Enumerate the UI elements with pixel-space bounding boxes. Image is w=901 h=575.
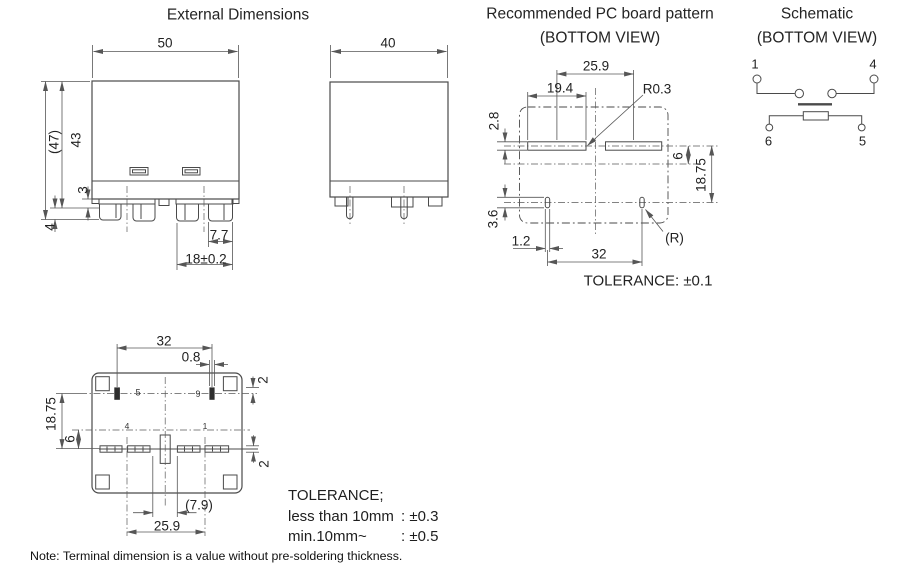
contact-right: [828, 89, 836, 97]
dim-bottom-blade-thickness: 2: [255, 459, 271, 468]
bottom-pin6-label: 6: [194, 388, 201, 398]
dim-front-terminal-a: 7.7: [209, 227, 229, 243]
dim-bottom-blade-pitch: 25.9: [153, 518, 181, 534]
schematic-drawing: [753, 75, 878, 131]
coil-pin-left: [114, 387, 120, 399]
schematic-pin4-label: 4: [869, 56, 877, 72]
dim-pcb-row-pitch: 18.75: [693, 157, 709, 192]
dim-pcb-hole-length: 3.6: [484, 209, 500, 229]
pcb-pattern-title: Recommended PC board pattern: [486, 5, 714, 23]
dim-pcb-hole-radius-ref: (R): [665, 230, 684, 246]
coil-symbol: [803, 112, 828, 120]
pcb-pattern-subtitle: (BOTTOM VIEW): [539, 28, 661, 46]
dim-pcb-slot-to-centerline: 6: [669, 151, 685, 160]
dim-bottom-center-gap-ref: (7.9): [185, 497, 213, 513]
dim-pcb-slot-pitch: 25.9: [582, 57, 610, 73]
dim-pcb-hole-pitch: 32: [591, 245, 607, 261]
relay-outline-dashed: [520, 107, 669, 223]
dim-front-terminal-b: 18±0.2: [185, 250, 227, 266]
dim-bottom-contact-offset: 6: [62, 435, 78, 443]
schematic-pin5-label: 5: [858, 133, 867, 149]
dim-front-terminal-length: 4: [42, 223, 58, 231]
bottom-view-drawing: [56, 344, 259, 536]
coil-pin-right: [209, 387, 214, 399]
pin6-terminal: [766, 124, 773, 131]
contact-left: [795, 89, 803, 97]
pin1-terminal: [753, 75, 761, 83]
dim-bottom-coil-pin-pitch: 32: [156, 333, 172, 349]
tolerance-row2-value: : ±0.5: [401, 528, 439, 545]
relay-case-side: [330, 82, 448, 197]
dim-side-width: 40: [380, 35, 396, 51]
bottom-pin5-label: 5: [135, 387, 141, 397]
schematic-pin6-label: 6: [764, 133, 773, 149]
dim-pcb-hole-width: 1.2: [511, 232, 531, 248]
pcb-tolerance-note: TOLERANCE: ±0.1: [583, 272, 713, 289]
dim-pcb-slot-length: 19.4: [546, 80, 574, 96]
dim-front-case-height: 43: [68, 132, 84, 148]
schematic-pin1-label: 1: [751, 56, 759, 72]
bottom-pin1-label: 1: [202, 420, 208, 431]
side-view-drawing: [330, 45, 448, 226]
schematic-subtitle: (BOTTOM VIEW): [756, 28, 878, 46]
dim-bottom-coil-pin-offset: 2: [254, 375, 270, 384]
dim-pcb-slot-width: 2.8: [485, 111, 501, 131]
tolerance-row1-value: : ±0.3: [401, 507, 439, 525]
tolerance-row2-label: min.10mm~: [288, 528, 367, 545]
dim-bottom-row-pitch: 18.75: [43, 397, 59, 431]
bottom-pin4-label: 4: [124, 420, 130, 431]
footnote: Note: Terminal dimension is a value without pre-soldering thickness.: [30, 549, 403, 563]
tolerance-block: [288, 486, 438, 548]
tolerance-heading: TOLERANCE;: [288, 487, 384, 504]
dim-front-overall-height: (47): [46, 129, 62, 155]
dim-front-standoff: 3: [75, 186, 91, 194]
pin5-terminal: [858, 124, 865, 131]
dim-bottom-coil-pin-width: 0.8: [181, 349, 201, 365]
dim-front-width: 50: [157, 35, 173, 51]
schematic-title: Schematic: [780, 5, 854, 23]
tolerance-row1-label: less than 10mm: [288, 507, 394, 525]
pin4-terminal: [870, 75, 878, 83]
external-dimensions-title: External Dimensions: [166, 6, 310, 24]
dim-pcb-corner-radius: R0.3: [642, 81, 672, 97]
